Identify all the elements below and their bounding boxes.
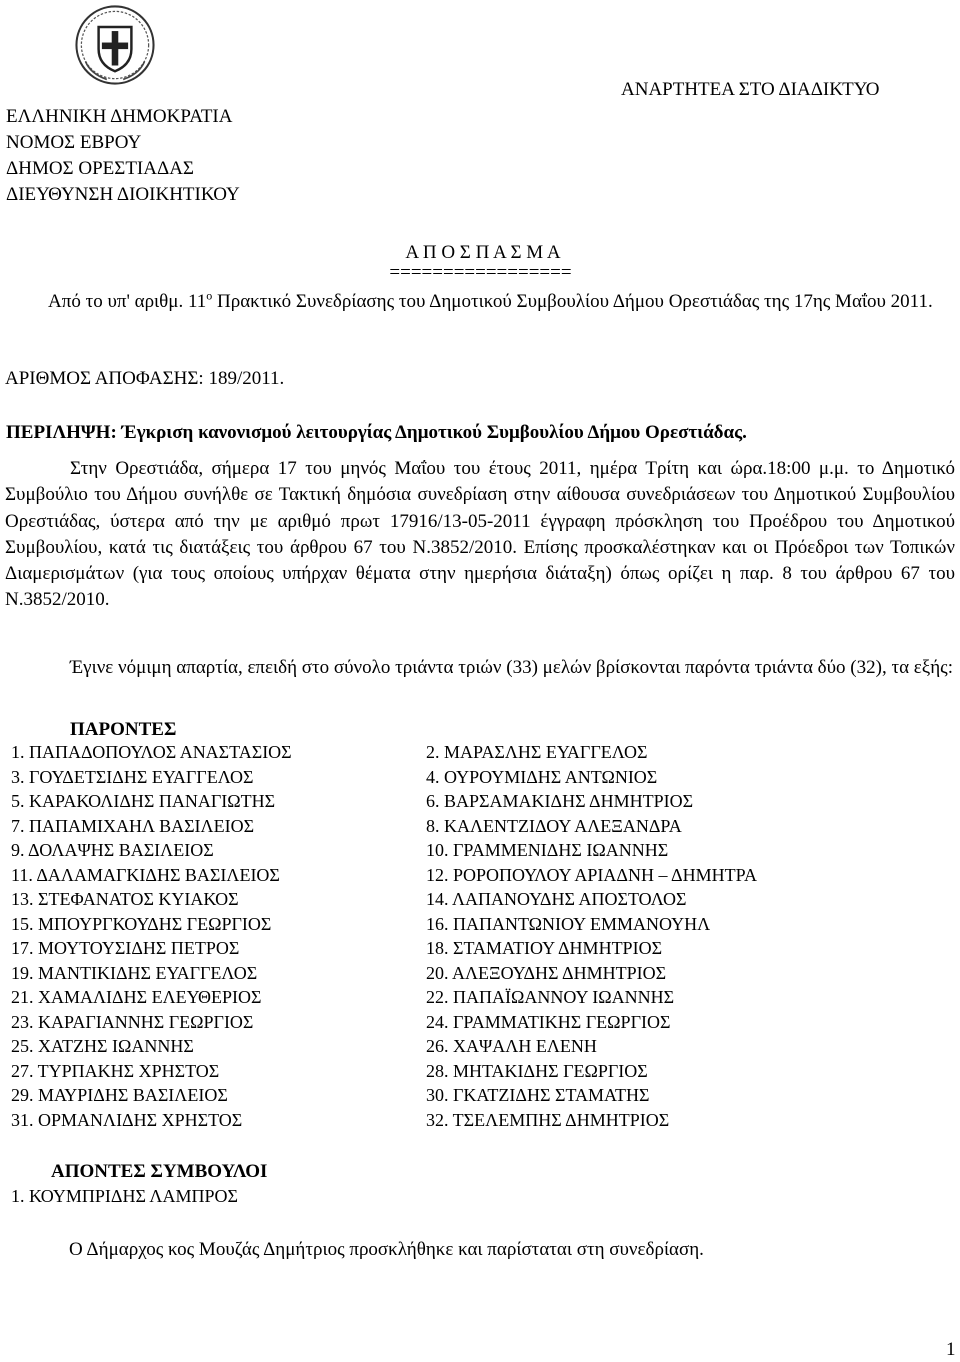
present-member: 27. ΤΥΡΠΑΚΗΣ ΧΡΗΣΤΟΣ: [11, 1060, 220, 1081]
present-heading: ΠΑΡΟΝΤΕΣ: [70, 719, 177, 740]
page-number: 1: [946, 1339, 956, 1360]
present-member: 29. ΜΑΥΡΙΔΗΣ ΒΑΣΙΛΕΙΟΣ: [11, 1085, 228, 1105]
meeting-paragraph: Στην Ορεστιάδα, σήμερα 17 του μηνός Μαΐου του έτους 2011, ημέρα Τρίτη και ώρα.18:00 μ.μ. το Δημοτικό Συμβούλιο του Δήμου συνήλθε σε Τακτική δημόσια συνεδρίαση στην αίθουσα συνεδριάσεων του Δημοτικού Συμβουλίου Ορεστιάδας, ύστερα από την με αριθμό πρωτ 17916/13-05-2011 έγγραφη πρόσκληση του Προέδρου του Δημοτικού Συμβουλίου, κατά τις διατάξεις του άρθρου 67 του Ν.3852/2010. Επίσης προσκαλέστηκαν και οι Πρόεδροι των Τοπικών Διαμερισμάτων (για τους οποίους υπήρχαν θέματα στην ημερήσια διάταξη) όπως ορίζει η παρ. 8 του άρθρου 67 του Ν.3852/2010.: [5, 458, 955, 611]
org-line-2: ΝΟΜΟΣ ΕΒΡΟΥ: [6, 132, 142, 153]
org-line-4: ΔΙΕΥΘΥΝΣΗ ΔΙΟΙΚΗΤΙΚΟΥ: [6, 184, 240, 205]
present-member: 26. ΧΑΨΑΛΗ ΕΛΕΝΗ: [426, 1036, 597, 1056]
present-member: 3. ΓΟΥΔΕΤΣΙΔΗΣ ΕΥΑΓΓΕΛΟΣ: [11, 766, 254, 787]
present-member: 2. ΜΑΡΑΣΛΗΣ ΕΥΑΓΓΕΛΟΣ: [426, 742, 648, 762]
issuing-authority: [6, 104, 240, 208]
present-member: 8. ΚΑΛΕΝΤΖΙΔΟΥ ΑΛΕΞΑΝΔΡΑ: [426, 815, 682, 836]
present-member: 7. ΠΑΠΑΜΙΧΑΗΛ ΒΑΣΙΛΕΙΟΣ: [11, 815, 255, 836]
present-member: 18. ΣΤΑΜΑΤΙΟΥ ΔΗΜΗΤΡΙΟΣ: [426, 938, 663, 958]
decision-summary: ΠΕΡΙΛΗΨΗ: Έγκριση κανονισμού λειτουργίας Δημοτικού Συμβουλίου Δήμου Ορεστιάδας.: [6, 422, 747, 443]
present-member: 21. ΧΑΜΑΛΙΔΗΣ ΕΛΕΥΘΕΡΙΟΣ: [11, 987, 262, 1007]
present-member: 23. ΚΑΡΑΓΙΑΝΝΗΣ ΓΕΩΡΓΙΟΣ: [11, 1011, 254, 1032]
present-member: 17. ΜΟΥΤΟΥΣΙΔΗΣ ΠΕΤΡΟΣ: [11, 938, 240, 958]
present-member: 32. ΤΣΕΛΕΜΠΗΣ ΔΗΜΗΤΡΙΟΣ: [426, 1109, 670, 1130]
present-member: 24. ΓΡΑΜΜΑΤΙΚΗΣ ΓΕΩΡΓΙΟΣ: [426, 1011, 671, 1032]
excerpt-pre: Από το υπ' αριθμ. 11: [48, 291, 207, 312]
present-member: 4. ΟΥΡΟΥΜΙΔΗΣ ΑΝΤΩΝΙΟΣ: [426, 766, 658, 787]
present-member: 16. ΠΑΠΑΝΤΩΝΙΟΥ ΕΜΜΑΝΟΥΗΛ: [426, 913, 711, 934]
greek-state-emblem-icon: [74, 4, 156, 86]
present-member: 6. ΒΑΡΣΑΜΑΚΙΔΗΣ ΔΗΜΗΤΡΙΟΣ: [426, 791, 694, 811]
present-member: 12. ΡΟΡΟΠΟΥΛΟΥ ΑΡΙΑΔΝΗ – ΔΗΜΗΤΡΑ: [426, 864, 757, 885]
present-member: 11. ΔΑΛΑΜΑΓΚΙΔΗΣ ΒΑΣΙΛΕΙΟΣ: [11, 864, 280, 885]
present-member: 5. ΚΑΡΑΚΟΛΙΔΗΣ ΠΑΝΑΓΙΩΤΗΣ: [11, 791, 276, 811]
excerpt-post: Πρακτικό Συνεδρίασης του Δημοτικού Συμβουλίου Δήμου Ορεστιάδας της 17ης Μαΐου 2011.: [212, 291, 933, 312]
title-underline: =================: [389, 262, 572, 283]
present-member: 1. ΠΑΠΑΔΟΠΟΥΛΟΣ ΑΝΑΣΤΑΣΙΟΣ: [11, 742, 292, 762]
absent-heading: ΑΠΟΝΤΕΣ ΣΥΜΒΟΥΛΟΙ: [51, 1161, 268, 1182]
excerpt-superscript: ο: [206, 288, 213, 303]
present-member: 28. ΜΗΤΑΚΙΔΗΣ ΓΕΩΡΓΙΟΣ: [426, 1060, 648, 1081]
absent-member: 1. ΚΟΥΜΠΡΙΔΗΣ ΛΑΜΠΡΟΣ: [11, 1186, 238, 1206]
org-line-1: ΕΛΛΗΝΙΚΗ ΔΗΜΟΚΡΑΤΙΑ: [6, 106, 233, 127]
present-member: 20. ΑΛΕΞΟΥΔΗΣ ΔΗΜΗΤΡΙΟΣ: [426, 962, 667, 983]
present-member: 31. ΟΡΜΑΝΛΙΔΗΣ ΧΡΗΣΤΟΣ: [11, 1109, 243, 1130]
present-member: 30. ΓΚΑΤΖΙΔΗΣ ΣΤΑΜΑΤΗΣ: [426, 1085, 650, 1105]
online-publication-notice: ΑΝΑΡΤΗΤΕΑ ΣΤΟ ΔΙΑΔΙΚΤΥΟ: [621, 79, 880, 100]
present-member: 14. ΛΑΠΑΝΟΥΔΗΣ ΑΠΟΣΤΟΛΟΣ: [426, 889, 687, 909]
present-member: 22. ΠΑΠΑΪΩΑΝΝΟΥ ΙΩΑΝΝΗΣ: [426, 987, 675, 1007]
present-member: 19. ΜΑΝΤΙΚΙΔΗΣ ΕΥΑΓΓΕΛΟΣ: [11, 962, 258, 983]
excerpt-paragraph: [5, 289, 955, 315]
present-member: 9. ΔΟΛΑΨΗΣ ΒΑΣΙΛΕΙΟΣ: [11, 840, 214, 860]
org-line-3: ΔΗΜΟΣ ΟΡΕΣΤΙΑΔΑΣ: [6, 158, 194, 179]
quorum-paragraph: Έγινε νόμιμη απαρτία, επειδή στο σύνολο τριάντα τριών (33) μελών βρίσκονται παρόντα τριάντα δύο (32), τα εξής:: [70, 657, 953, 678]
present-member: 15. ΜΠΟΥΡΓΚΟΥΔΗΣ ΓΕΩΡΓΙΟΣ: [11, 913, 272, 934]
present-member: 25. ΧΑΤΖΗΣ ΙΩΑΝΝΗΣ: [11, 1036, 194, 1056]
document-title: Α Π Ο Σ Π Α Σ Μ Α: [405, 242, 561, 263]
present-member: 10. ΓΡΑΜΜΕΝΙΔΗΣ ΙΩΑΝΝΗΣ: [426, 840, 669, 860]
decision-number: ΑΡΙΘΜΟΣ ΑΠΟΦΑΣΗΣ: 189/2011.: [5, 368, 285, 389]
mayor-statement: Ο Δήμαρχος κος Μουζάς Δημήτριος προσκλήθηκε και παρίσταται στη συνεδρίαση.: [69, 1239, 704, 1260]
present-member: 13. ΣΤΕΦΑΝΑΤΟΣ ΚΥΙΑΚΟΣ: [11, 889, 239, 909]
